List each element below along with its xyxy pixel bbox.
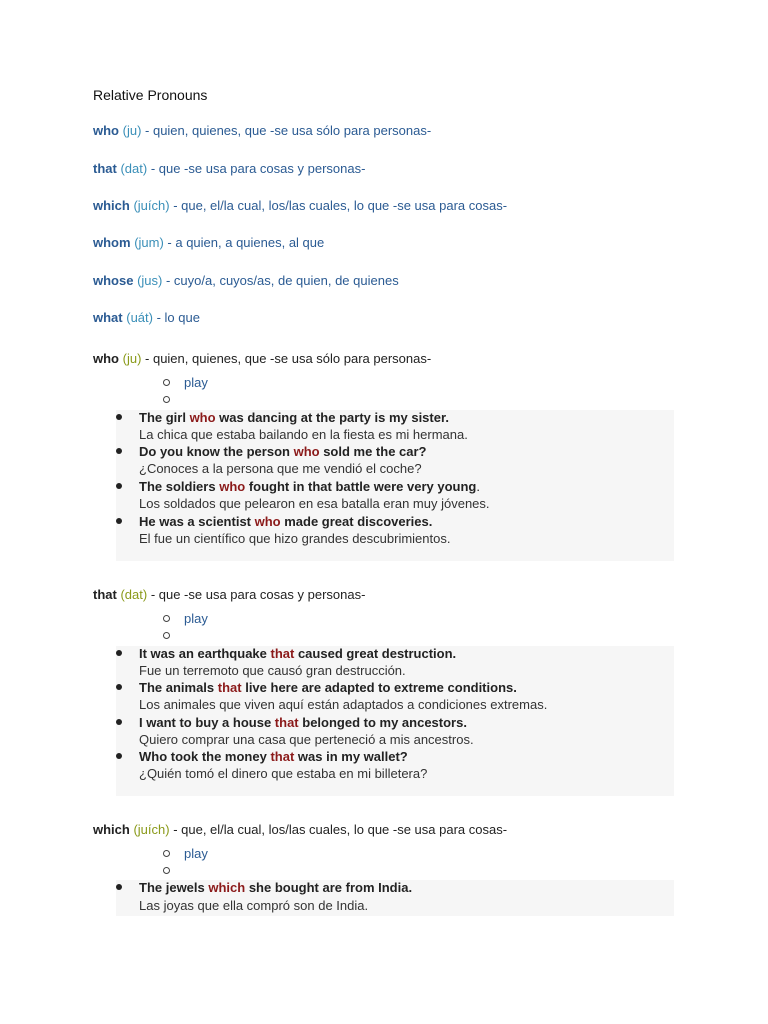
page-title: Relative Pronouns — [93, 87, 208, 103]
hollow-bullet-icon — [163, 632, 170, 639]
examples-box-that — [116, 646, 674, 796]
section-word: who — [93, 351, 119, 366]
summary-pronunciation: (jus) — [137, 273, 163, 288]
empty-sub-item — [163, 392, 184, 407]
examples-box-which — [116, 880, 674, 916]
example-english: It was an earthquake that caused great destruction. — [139, 646, 457, 661]
play-item — [163, 846, 208, 861]
relative-pronoun: who — [219, 479, 246, 494]
bullet-icon — [116, 650, 122, 656]
relative-pronoun: which — [208, 880, 246, 895]
section-heading-who — [93, 351, 431, 366]
examples-box-who — [116, 410, 674, 561]
hollow-bullet-icon — [163, 867, 170, 874]
example-spanish: ¿Conoces a la persona que me vendió el coche? — [139, 461, 422, 476]
example-english: The jewels which she bought are from India. — [139, 880, 413, 895]
section-heading-that — [93, 587, 365, 602]
example-english: Who took the money that was in my wallet? — [139, 749, 408, 764]
section-pronunciation: (dat) — [120, 587, 148, 602]
bullet-icon — [116, 414, 122, 420]
example-spanish: La chica que estaba bailando en la fiesta es mi hermana. — [139, 427, 468, 442]
relative-pronoun: who — [189, 410, 216, 425]
summary-word: whose — [93, 273, 134, 288]
play-item — [163, 375, 208, 390]
hollow-bullet-icon — [163, 615, 170, 622]
bullet-icon — [116, 518, 122, 524]
relative-pronoun: that — [274, 715, 299, 730]
example-english: The girl who was dancing at the party is my sister. — [139, 410, 449, 425]
summary-pronunciation: (jum) — [134, 235, 164, 250]
example-spanish: Los animales que viven aquí están adaptados a condiciones extremas. — [139, 697, 548, 712]
bullet-icon — [116, 684, 122, 690]
play-item — [163, 611, 208, 626]
example-english: The soldiers who fought in that battle were very young. — [139, 479, 480, 494]
summary-line-that — [93, 161, 365, 176]
example-spanish: Fue un terremoto que causó gran destrucción. — [139, 663, 406, 678]
example-spanish: Los soldados que pelearon en esa batalla eran muy jóvenes. — [139, 496, 490, 511]
example-spanish: El fue un científico que hizo grandes descubrimientos. — [139, 531, 451, 546]
summary-pronunciation: (ju) — [122, 123, 142, 138]
example-spanish: Las joyas que ella compró son de India. — [139, 898, 369, 913]
bullet-icon — [116, 719, 122, 725]
section-word: that — [93, 587, 117, 602]
bullet-icon — [116, 483, 122, 489]
section-pronunciation: (juích) — [133, 822, 170, 837]
summary-line-whom — [93, 235, 324, 250]
section-heading-which — [93, 822, 507, 837]
hollow-bullet-icon — [163, 850, 170, 857]
summary-pronunciation: (juích) — [133, 198, 170, 213]
summary-word: whom — [93, 235, 131, 250]
example-english: He was a scientist who made great discoveries. — [139, 514, 433, 529]
section-pronunciation: (ju) — [122, 351, 142, 366]
example-english: The animals that live here are adapted to extreme conditions. — [139, 680, 517, 695]
summary-word: who — [93, 123, 119, 138]
summary-pronunciation: (uát) — [126, 310, 153, 325]
relative-pronoun: that — [270, 646, 295, 661]
summary-line-whose — [93, 273, 399, 288]
section-word: which — [93, 822, 130, 837]
relative-pronoun: who — [254, 514, 281, 529]
bullet-icon — [116, 448, 122, 454]
summary-meaning: - a quien, a quienes, al que — [163, 235, 325, 250]
hollow-bullet-icon — [163, 379, 170, 386]
section-meaning: - quien, quienes, que -se usa sólo para personas- — [141, 351, 432, 366]
summary-meaning: - lo que — [152, 310, 200, 325]
hollow-bullet-icon — [163, 396, 170, 403]
relative-pronoun: that — [217, 680, 242, 695]
example-english: I want to buy a house that belonged to my ancestors. — [139, 715, 467, 730]
play-link[interactable]: play — [184, 375, 208, 390]
example-english: Do you know the person who sold me the car? — [139, 444, 427, 459]
bullet-icon — [116, 753, 122, 759]
summary-line-who — [93, 123, 431, 138]
summary-meaning: - que -se usa para cosas y personas- — [147, 161, 366, 176]
empty-sub-item — [163, 628, 184, 643]
summary-word: that — [93, 161, 117, 176]
summary-word: what — [93, 310, 123, 325]
section-meaning: - que -se usa para cosas y personas- — [147, 587, 366, 602]
summary-line-which — [93, 198, 507, 213]
empty-sub-item — [163, 863, 184, 878]
summary-pronunciation: (dat) — [120, 161, 148, 176]
summary-word: which — [93, 198, 130, 213]
play-link[interactable]: play — [184, 611, 208, 626]
example-spanish: ¿Quién tomó el dinero que estaba en mi billetera? — [139, 766, 428, 781]
bullet-icon — [116, 884, 122, 890]
relative-pronoun: that — [270, 749, 295, 764]
summary-line-what — [93, 310, 200, 325]
summary-meaning: - quien, quienes, que -se usa sólo para personas- — [141, 123, 432, 138]
play-link[interactable]: play — [184, 846, 208, 861]
relative-pronoun: who — [293, 444, 320, 459]
summary-meaning: - cuyo/a, cuyos/as, de quien, de quienes — [162, 273, 399, 288]
section-meaning: - que, el/la cual, los/las cuales, lo que -se usa para cosas- — [169, 822, 508, 837]
summary-meaning: - que, el/la cual, los/las cuales, lo que -se usa para cosas- — [169, 198, 508, 213]
example-spanish: Quiero comprar una casa que perteneció a mis ancestros. — [139, 732, 474, 747]
